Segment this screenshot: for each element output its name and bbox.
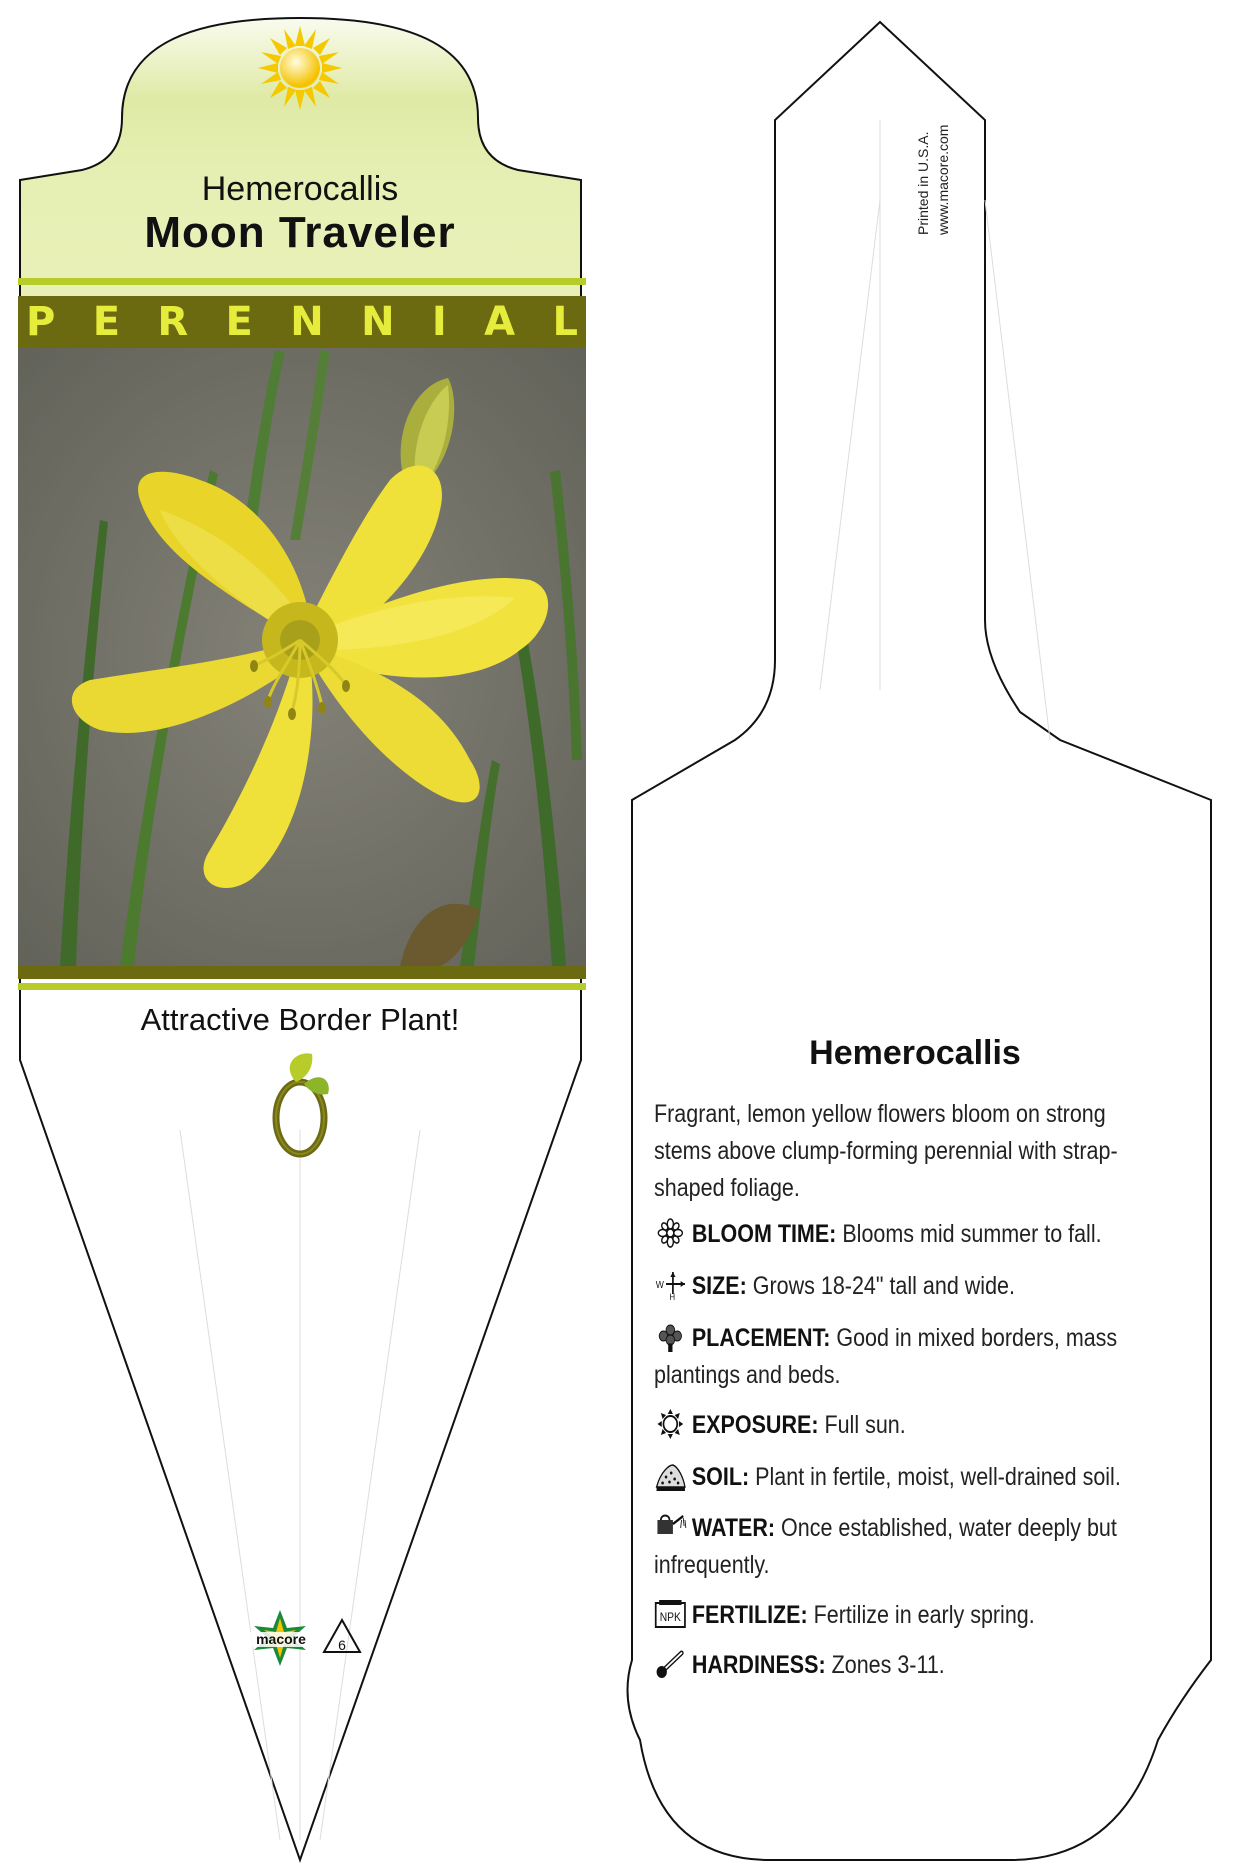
bloom-label: BLOOM TIME: bbox=[691, 1220, 837, 1248]
sun-icon bbox=[258, 26, 342, 110]
perennial-letter: R bbox=[157, 299, 189, 345]
info-water bbox=[654, 1510, 1136, 1584]
soil-icon bbox=[654, 1461, 687, 1491]
npk-icon bbox=[654, 1599, 687, 1629]
perennial-letter: L bbox=[552, 299, 578, 345]
soil-text: Plant in fertile, moist, well-drained soil. bbox=[755, 1463, 1121, 1491]
info-size bbox=[654, 1268, 1136, 1305]
perennial-label bbox=[18, 296, 586, 348]
placement-text: Good in mixed borders, mass plantings and beds. bbox=[654, 1324, 1118, 1389]
description: Fragrant, lemon yellow flowers bloom on strong stems above clump-forming perennial with strap-shaped foliage. bbox=[654, 1100, 1118, 1202]
placement-label: PLACEMENT: bbox=[691, 1324, 831, 1352]
hardiness-text: Zones 3-11. bbox=[831, 1651, 945, 1679]
plants-group-icon bbox=[654, 1322, 687, 1352]
back-tag bbox=[628, 22, 1212, 1860]
water-label: WATER: bbox=[691, 1514, 776, 1542]
perennial-letter: E bbox=[225, 299, 253, 345]
recycle-icon bbox=[324, 1620, 360, 1653]
watering-can-icon bbox=[654, 1512, 687, 1542]
printed-label: Printed in U.S.A. bbox=[915, 131, 931, 235]
flower-icon bbox=[654, 1218, 687, 1248]
water-text: Once established, water deeply but infrequently. bbox=[654, 1514, 1117, 1579]
soil-label: SOIL: bbox=[691, 1463, 750, 1491]
rule-top bbox=[18, 278, 586, 285]
size-label: SIZE: bbox=[691, 1272, 747, 1300]
size-text: Grows 18-24" tall and wide. bbox=[752, 1272, 1015, 1300]
sun-outline-icon bbox=[654, 1409, 687, 1439]
size-h: H bbox=[669, 1291, 676, 1300]
size-arrows-icon bbox=[654, 1270, 687, 1300]
website-label: www.macore.com bbox=[935, 124, 951, 235]
thermometer-icon bbox=[654, 1649, 687, 1679]
perennial-letter: I bbox=[431, 299, 447, 345]
flower-photo bbox=[18, 348, 586, 966]
info-fertilize bbox=[654, 1597, 1136, 1634]
perennial-letter: N bbox=[361, 299, 395, 345]
exposure-label: EXPOSURE: bbox=[691, 1411, 819, 1439]
npk-text: NPK bbox=[659, 1611, 681, 1625]
rule-bottom bbox=[18, 983, 586, 990]
genus-title: Hemerocallis bbox=[201, 170, 399, 208]
brand-logo bbox=[246, 1608, 366, 1668]
perennial-letter: E bbox=[92, 299, 121, 345]
perennial-letter: P bbox=[26, 299, 56, 345]
info-hardiness bbox=[654, 1647, 1136, 1684]
fertilize-text: Fertilize in early spring. bbox=[813, 1601, 1035, 1629]
perennial-letter: A bbox=[484, 299, 516, 345]
recycle-number: 6 bbox=[338, 1637, 346, 1653]
info-bloom-time bbox=[654, 1216, 1136, 1253]
rule-bottom-dark bbox=[18, 966, 586, 979]
tagline: Attractive Border Plant! bbox=[140, 1002, 460, 1037]
fertilize-label: FERTILIZE: bbox=[691, 1601, 808, 1629]
brand-text: macore bbox=[256, 1631, 306, 1647]
perennial-letter: N bbox=[290, 299, 324, 345]
printed-info bbox=[895, 95, 975, 245]
hardiness-label: HARDINESS: bbox=[691, 1651, 826, 1679]
size-w: W bbox=[655, 1279, 664, 1291]
exposure-text: Full sun. bbox=[824, 1411, 906, 1439]
info-exposure bbox=[654, 1407, 1136, 1444]
back-title: Hemerocallis bbox=[809, 1034, 1021, 1072]
cultivar-title: Moon Traveler bbox=[144, 208, 456, 257]
info-soil bbox=[654, 1459, 1136, 1496]
bloom-text: Blooms mid summer to fall. bbox=[842, 1220, 1102, 1248]
info-placement bbox=[654, 1320, 1136, 1394]
